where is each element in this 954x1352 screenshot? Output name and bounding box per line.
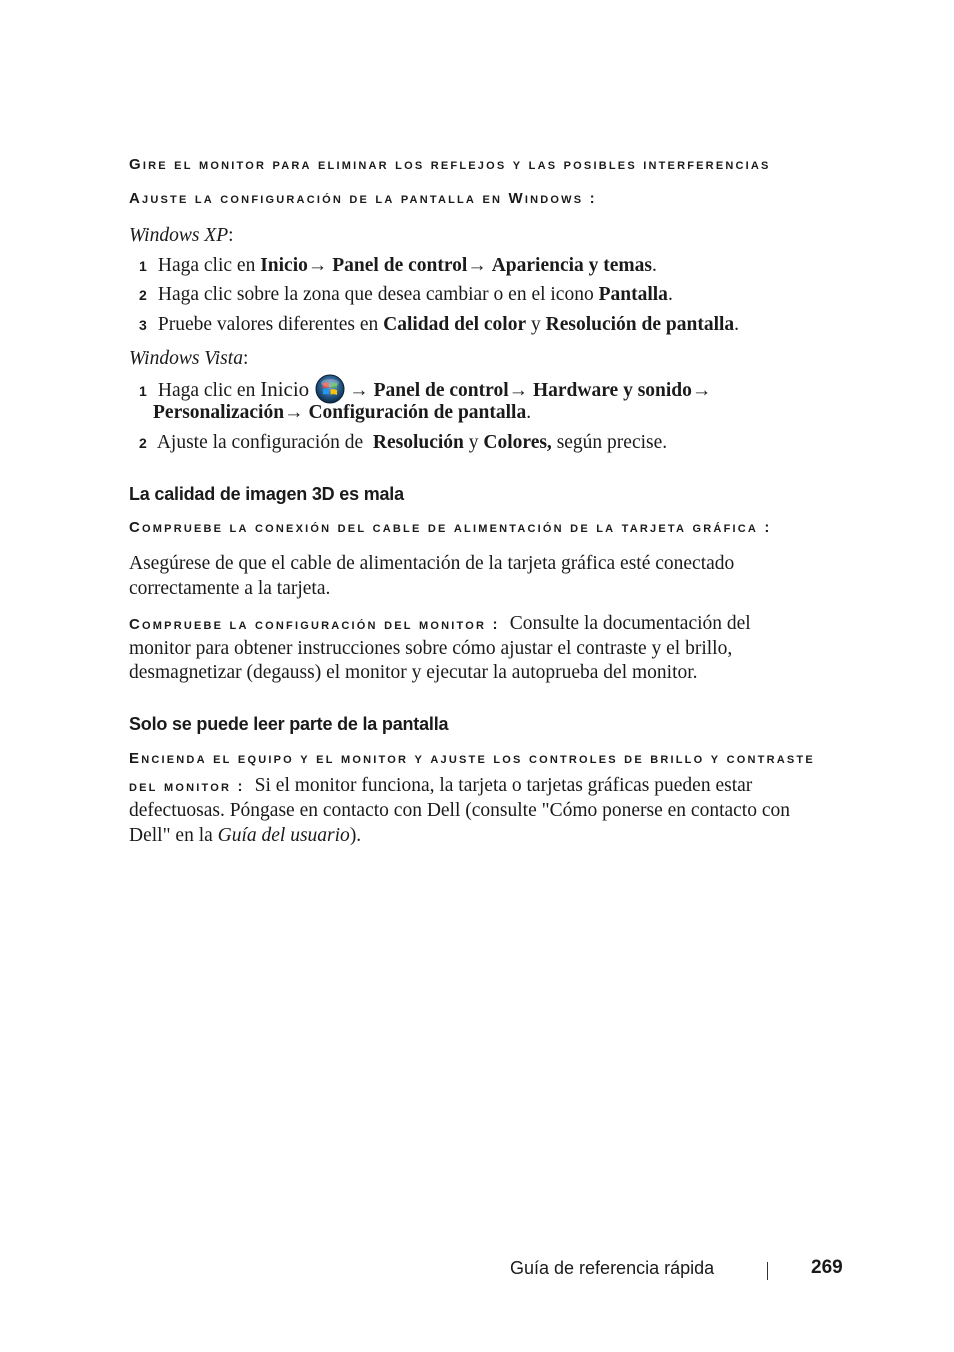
xp-step-2: 2 Haga clic sobre la zona que desea cambiar o en el icono Pantalla. — [139, 284, 673, 305]
vista-step-1-continuation: Personalización→ Configuración de pantalla. — [153, 402, 532, 423]
heading-windows-settings: Ajuste la configuración de la pantalla en Windows : — [129, 190, 597, 207]
footer-guide-title: Guía de referencia rápida — [510, 1258, 715, 1278]
xp-step-1: 1 Haga clic en Inicio→ Panel de control→ Apariencia y temas. — [139, 255, 657, 276]
heading-reflections: Gire el monitor para eliminar los reflejos y las posibles interferencias — [129, 156, 771, 173]
windows-vista-label: Windows Vista: — [129, 348, 249, 369]
para-brightness-line-2: defectuosas. Póngase en contacto con Dell (consulte "Cómo ponerse en contacto con — [129, 800, 791, 821]
check-monitor-settings: Compruebe la configuración del monitor : Consulte la documentación del — [129, 613, 751, 634]
para-power-cable-line-1: Asegúrese de que el cable de alimentación de la tarjeta gráfica esté conectado — [129, 553, 735, 574]
footer-divider — [767, 1262, 768, 1280]
para-monitor-line-3: desmagnetizar (degauss) el monitor y ejecutar la autoprueba del monitor. — [129, 662, 698, 683]
xp-step-3: 3 Pruebe valores diferentes en Calidad del color y Resolución de pantalla. — [139, 314, 740, 335]
check-brightness-line-2: del monitor : Si el monitor funciona, la tarjeta o tarjetas gráficas pueden estar — [129, 775, 753, 796]
section-title-3d-quality: La calidad de imagen 3D es mala — [129, 484, 404, 504]
windows-xp-label: Windows XP: — [129, 225, 234, 246]
page-number: 269 — [811, 1257, 843, 1278]
para-power-cable-line-2: correctamente a la tarjeta. — [129, 578, 331, 599]
para-monitor-line-2: monitor para obtener instrucciones sobre cómo ajustar el contraste y el brillo, — [129, 638, 733, 659]
check-power-cable-heading: Compruebe la conexión del cable de alimentación de la tarjeta gráfica : — [129, 519, 772, 536]
para-brightness-line-3: Dell" en la Guía del usuario). — [129, 825, 362, 846]
section-title-partial-screen: Solo se puede leer parte de la pantalla — [129, 714, 449, 734]
vista-step-1: 1 Haga clic en Inicio → Panel de control→ Hardware y sonido→ — [139, 374, 711, 404]
check-brightness-heading: Encienda el equipo y el monitor y ajuste los controles de brillo y contraste — [129, 750, 815, 767]
vista-step-2: 2 Ajuste la configuración de Resolución y Colores, según precise. — [139, 432, 668, 453]
